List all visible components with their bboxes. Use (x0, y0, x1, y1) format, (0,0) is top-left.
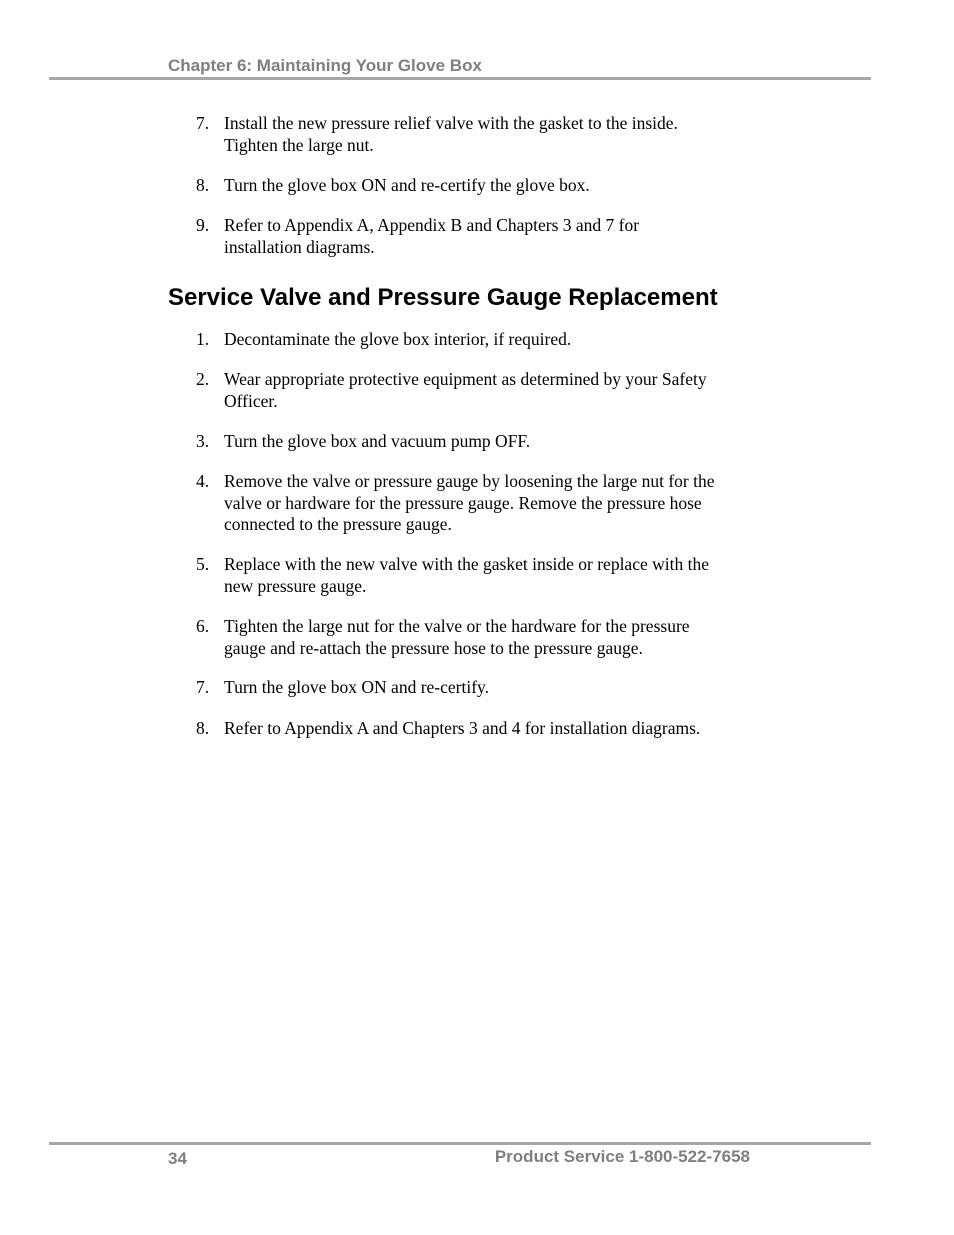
step-text: Decontaminate the glove box interior, if required. (224, 329, 572, 349)
section-heading: Service Valve and Pressure Gauge Replacement (168, 284, 718, 311)
step-text: Turn the glove box ON and re-certify. (224, 677, 490, 697)
step-number: 7. (196, 113, 210, 133)
step-number: 9. (196, 215, 210, 235)
step-number: 6. (196, 616, 210, 636)
step-number: 8. (196, 175, 210, 195)
footer-rule (49, 1142, 871, 1145)
step-number: 5. (196, 554, 210, 574)
step-number: 8. (196, 718, 210, 738)
header-rule (49, 77, 871, 80)
step-text: Tighten the large nut for the valve or the hardware for the pressure gauge and re-attach the pressure hose to the pressure gauge. (224, 616, 690, 658)
step-number: 2. (196, 369, 210, 389)
step-number: 4. (196, 471, 210, 491)
chapter-header: Chapter 6: Maintaining Your Glove Box (168, 56, 482, 75)
step-number: 3. (196, 431, 210, 451)
step-text: Refer to Appendix A, Appendix B and Chapters 3 and 7 for installation diagrams. (224, 215, 640, 257)
step-text: Turn the glove box and vacuum pump OFF. (224, 431, 531, 451)
step-text: Install the new pressure relief valve with the gasket to the inside. Tighten the large nut. (224, 113, 678, 155)
step-text: Refer to Appendix A and Chapters 3 and 4 for installation diagrams. (224, 718, 701, 738)
step-text: Remove the valve or pressure gauge by loosening the large nut for the valve or hardware for the pressure gauge. Remove the pressure hose connected to the pressure gauge. (224, 471, 715, 534)
page-number: 34 (168, 1149, 187, 1168)
step-text: Replace with the new valve with the gasket inside or replace with the new pressure gauge. (224, 554, 709, 596)
step-text: Wear appropriate protective equipment as determined by your Safety Officer. (224, 369, 707, 411)
product-service-phone: Product Service 1-800-522-7658 (494, 1147, 750, 1166)
step-number: 7. (196, 677, 210, 697)
step-text: Turn the glove box ON and re-certify the glove box. (224, 175, 590, 195)
step-number: 1. (196, 329, 210, 349)
